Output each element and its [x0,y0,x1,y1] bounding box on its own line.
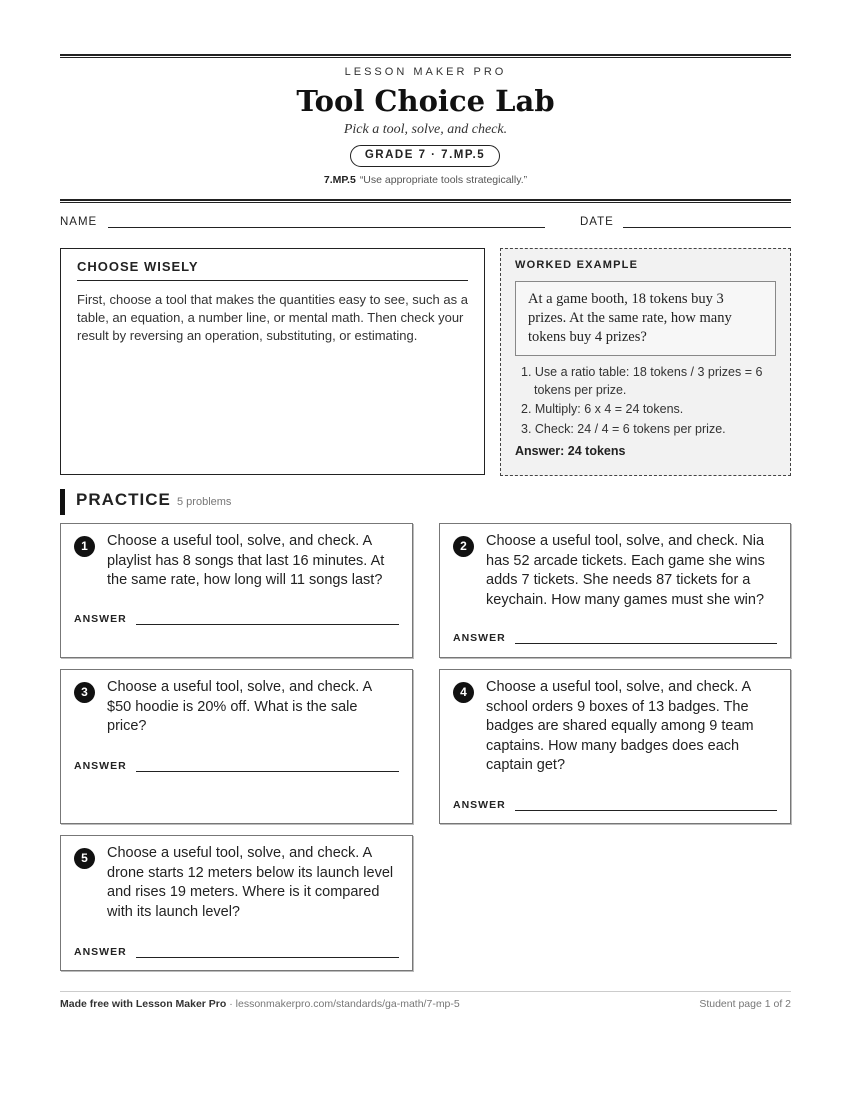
answer-field[interactable] [136,624,399,625]
answer-label: ANSWER [74,760,127,772]
worked-example-box [500,248,791,476]
answer-label: ANSWER [453,632,506,644]
answer-label: ANSWER [453,799,506,811]
grade-badge: GRADE 7 · 7.MP.5 [350,145,500,167]
answer-field[interactable] [515,810,777,811]
date-label: DATE [580,216,614,228]
choose-wisely-box [60,248,485,475]
problem-number-badge: 1 [74,536,95,557]
answer-field[interactable] [515,643,777,644]
answer-field[interactable] [136,957,399,958]
practice-accent-bar [60,489,65,515]
footer-link[interactable]: · lessonmakerpro.com/standards/ga-math/7-mp-5 [226,998,460,1010]
brand-name: LESSON MAKER PRO [344,66,507,78]
choose-wisely-text: First, choose a tool that makes the quantities easy to see, such as a table, an equation, a number line, or mental math. Then check your result by reversing an operation, substituting, or estimating. [77,292,468,343]
answer-label: ANSWER [74,946,127,958]
problem-text: Choose a useful tool, solve, and check. A drone starts 12 meters below its launch level and rises 19 meters. Where is it compared with its launch level? [107,845,394,920]
footer-divider [60,991,791,992]
problem-text: Choose a useful tool, solve, and check. A $50 hoodie is 20% off. What is the sale price? [107,679,372,734]
worked-example-problem: At a game booth, 18 tokens buy 3 prizes. At the same rate, how many tokens buy 4 prizes? [515,281,776,356]
problem-card-3 [60,669,413,824]
header-bottom-rule [60,199,791,203]
name-field[interactable] [108,227,545,228]
problem-card-1 [60,523,413,658]
answer-field[interactable] [136,771,399,772]
problem-card-4 [439,669,791,824]
answer-row [453,799,777,813]
problem-card-5 [60,835,413,971]
problem-text: Choose a useful tool, solve, and check. A school orders 9 boxes of 13 badges. The badges are shared equally among 9 team captains. How many badges does each captain get? [486,679,754,773]
worked-step: 2. Multiply: 6 x 4 = 24 tokens. [521,402,684,416]
answer-row [74,760,399,774]
worked-step: 3. Check: 24 / 4 = 6 tokens per prize. [521,421,726,436]
problem-number-badge: 4 [453,682,474,703]
footer-made-with: Made free with Lesson Maker Pro [60,998,227,1010]
answer-label: ANSWER [74,613,127,625]
page-title: Tool Choice Lab [296,84,555,118]
worked-example-label: WORKED EXAMPLE [515,259,639,271]
name-label: NAME [60,216,98,228]
problem-text: Choose a useful tool, solve, and check. Nia has 52 arcade tickets. Each game she wins adds 7 tickets. She needs 87 tickets for a keychain. How many games must she win? [486,533,765,608]
practice-count: 5 problems [177,496,232,508]
page-subtitle: Pick a tool, solve, and check. [343,122,508,137]
header-top-rule [60,54,791,58]
standard-code: 7.MP.5 [323,174,356,186]
name-date-row [60,216,791,230]
problem-number-badge: 2 [453,536,474,557]
answer-row [453,632,777,646]
footer-page-number: Student page 1 of 2 [699,998,791,1010]
problem-card-2 [439,523,791,658]
choose-wisely-title: CHOOSE WISELY [77,259,468,281]
practice-title: PRACTICE [76,490,171,509]
footer-credit [60,998,460,1010]
answer-row [74,613,399,627]
problem-number-badge: 3 [74,682,95,703]
standard-line [60,174,791,186]
worked-example-steps [515,364,776,438]
date-field[interactable] [623,227,791,228]
standard-quote: “Use appropriate tools strategically.” [359,174,528,186]
problem-text: Choose a useful tool, solve, and check. A playlist has 8 songs that last 16 minutes. At the same rate, how long will 11 songs last? [107,533,385,588]
worked-example-answer: Answer: 24 tokens [515,444,626,458]
problem-number-badge: 5 [74,848,95,869]
answer-row [74,946,399,960]
worked-step: 1. Use a ratio table: 18 tokens / 3 prizes = 6 tokens per prize. [521,365,763,397]
